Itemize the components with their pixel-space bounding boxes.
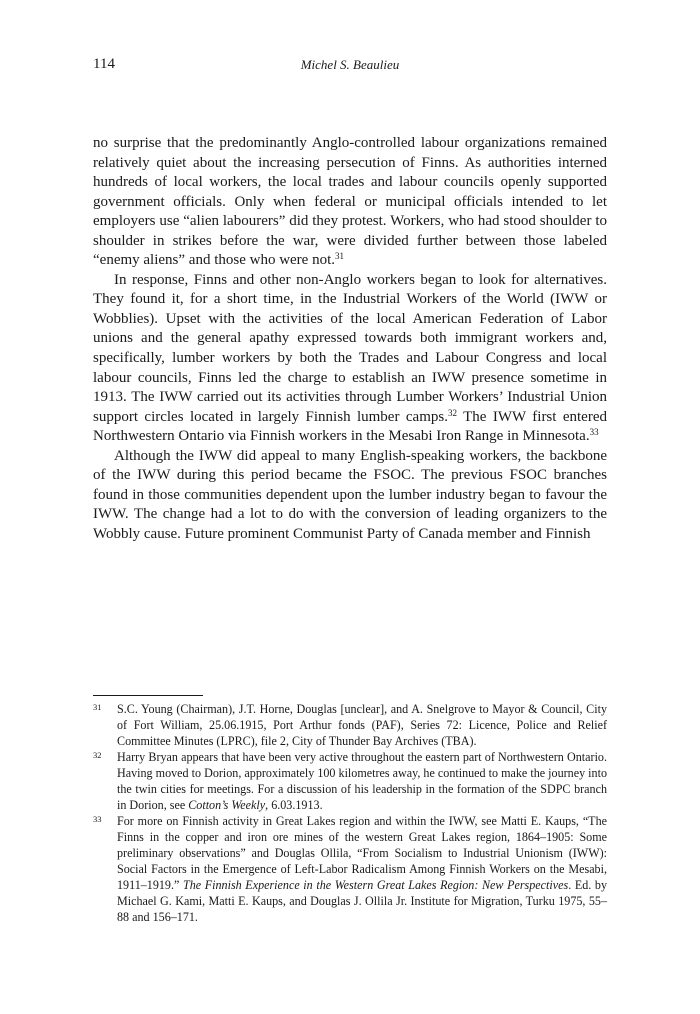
paragraph-1	[93, 134, 607, 271]
footnote-text-a: For more on Finnish activity in Great Lakes region and within the IWW, see Matti E. Kaups, “The Finns in the copper and iron ore mines of the western Great Lakes region, 1864–1905: Some preliminary observations” and Douglas Ollila, “From Socialism to Industrial Unionism (IWW): Social Factors in the Emergence of Left-Labor Radicalism Among Finnish Workers on the Mesabi, 1911–1919.”	[117, 814, 607, 892]
page-number: 114	[93, 56, 115, 72]
footnote-number: 33	[93, 814, 102, 824]
paragraph-3-text: Although the IWW did appeal to many English-speaking workers, the backbone of the IWW during this period became the FSOC. The previous FSOC branches found in those communities dependent upon the lumber industry began to favour the IWW. The change had a lot to do with the conversion of leading organizers to the Wobbly cause. Future prominent Communist Party of Canada member and Finnish	[93, 447, 607, 542]
running-head: Michel S. Beaulieu	[300, 57, 400, 72]
footnote-text-a: Harry Bryan appears that have been very active throughout the eastern part of Northwestern Ontario. Having moved to Dorion, approximately 100 kilometres away, he continued to make the journey into the twin cities for meetings. For a discussion of his leadership in the formation of the SDPC branch in Dorion, see	[117, 750, 607, 812]
footnotes	[93, 701, 607, 925]
footnote-number: 32	[93, 750, 102, 760]
paragraph-2	[93, 271, 607, 447]
footnote-ref-32[interactable]: 32	[447, 407, 457, 418]
footnote-32	[93, 749, 607, 813]
footnote-italic-title: Cotton’s Weekly	[188, 798, 266, 812]
footnote-ref-31[interactable]: 31	[335, 251, 344, 262]
paragraph-2-text-a: In response, Finns and other non-Anglo workers began to look for alternatives. They found it, for a short time, in the Industrial Workers of the World (IWW or Wobblies). Upset with the activities of the local American Federation of Labor unions and the general apathy expressed towards both immigrant workers and, specifically, lumber workers by both the Trades and Labour Congress and local labour councils, Finns led the charge to establish an IWW presence sometime in 1913. The IWW carried out its activities through Lumber Workers’ Industrial Union support circles located in largely Finnish lumber camps.	[93, 271, 607, 425]
footnote-33	[93, 813, 607, 925]
paragraph-1-text: no surprise that the predominantly Anglo-controlled labour organizations remained relatively quiet about the increasing persecution of Finns. As authorities interned hundreds of local workers, the local trades and labour councils openly supported government officials. Only when federal or municipal officials intended to let employers use “alien labourers” did they protest. Workers, who had stood shoulder to shoulder in strikes before the war, were divided further between those labeled “enemy aliens” and those who were not.	[93, 135, 607, 269]
footnote-31	[93, 701, 607, 749]
footnote-text-b: . Ed. by Michael G. Kami, Matti E. Kaups, and Douglas J. Ollila Jr. Institute for Migration, Turku 1975, 55–88 and 156–171.	[117, 878, 608, 924]
main-text	[93, 134, 607, 544]
paragraph-2-text-b: The IWW first entered Northwestern Ontario via Finnish workers in the Mesabi Iron Range in Minnesota.	[93, 408, 607, 445]
footnote-italic-title: The Finnish Experience in the Western Great Lakes Region: New Perspectives	[182, 878, 569, 892]
paragraph-3	[93, 447, 607, 545]
footnote-number: 31	[93, 702, 102, 712]
footnote-text: S.C. Young (Chairman), J.T. Horne, Douglas [unclear], and A. Snelgrove to Mayor & Council, City of Fort William, 25.06.1915, Port Arthur fonds (PAF), Series 72: Licence, Police and Relief Committee Minutes (LPRC), file 2, City of Thunder Bay Archives (TBA).	[117, 702, 607, 748]
footnote-ref-33[interactable]: 33	[589, 427, 599, 438]
footnote-text-b: , 6.03.1913.	[265, 798, 323, 812]
footnote-divider	[93, 695, 203, 696]
